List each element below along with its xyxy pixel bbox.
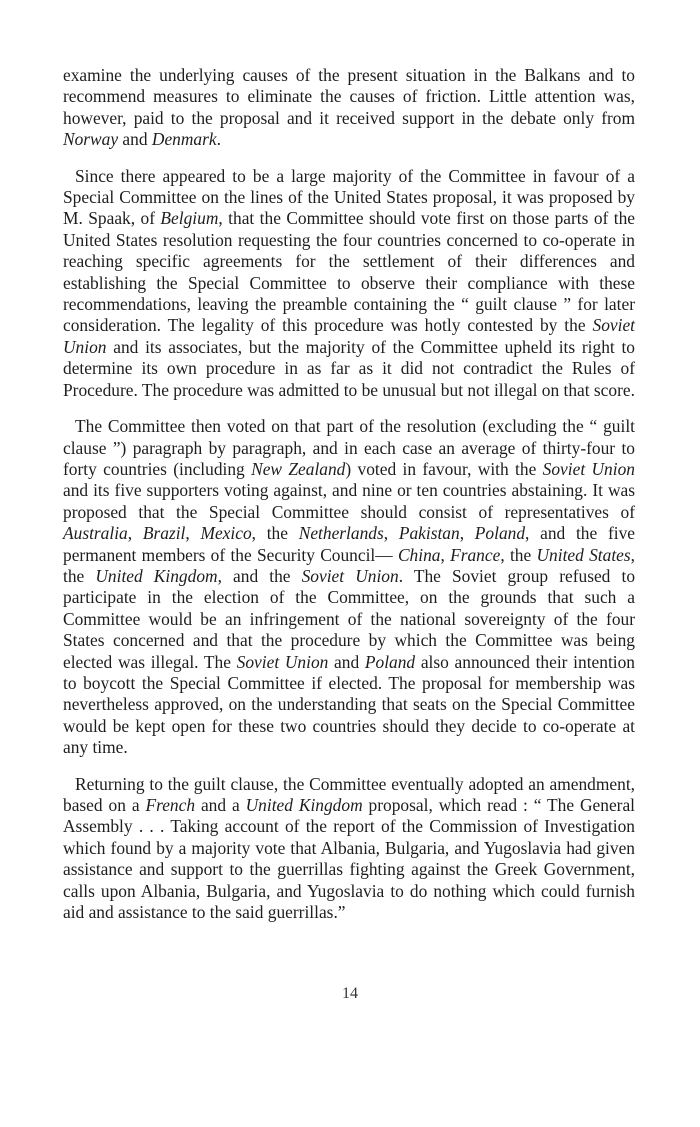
italic-term: Brazil	[142, 523, 186, 544]
italic-term: French	[145, 795, 196, 815]
text-run: Since there appeared to be a large majority of the Committee in favour of a Special Committee on the lines of the United States proposal, it was proposed by M. Spaak, of	[63, 165, 635, 229]
text-run: ,	[459, 523, 475, 544]
italic-term: Pakistan	[398, 523, 460, 544]
text-run: ,	[127, 523, 143, 544]
italic-term: United States	[536, 544, 631, 565]
paragraph-1	[63, 65, 635, 151]
text-run: , the	[251, 523, 299, 544]
text-run: , the	[63, 544, 635, 586]
italic-term: Belgium	[160, 208, 219, 229]
italic-term: Soviet Union	[236, 651, 329, 672]
text-run: ,	[185, 523, 201, 544]
paragraph-3	[63, 416, 635, 759]
text-run: . The Soviet group refused to participate in the election of the Committee, on the grounds that such a Committee would be an infringement of the national sovereignty of the four States concerned and that the procedure by which the Committee was being elected was illegal. The	[63, 565, 636, 672]
text-run: , that the Committee should vote first on those parts of the United States resolution requesting the four countries concerned to co-operate in reaching specific agreements for the settlement of their differences and establishing the Special Committee to observe their compliance with these recommendations, leaving the preamble containing the “ guilt clause ” for later consideration. The legality of this procedure was hotly contested by the	[63, 208, 635, 336]
italic-term: Norway	[63, 129, 119, 150]
text-run: and its associates, but the majority of the Committee upheld its right to determine its own procedure in as far as it did not contradict the Rules of Procedure. The procedure was admitted to be unusual but not illegal on that score.	[63, 336, 635, 400]
italic-term: Denmark	[151, 129, 217, 150]
italic-term: China	[397, 544, 441, 565]
italic-term: France	[450, 544, 501, 565]
italic-term: Soviet Union	[542, 458, 635, 479]
text-run: ) voted in favour, with the	[345, 458, 543, 479]
italic-term: United Kingdom	[245, 795, 363, 815]
text-run: proposal, which read : “ The General Assembly . . . Taking account of the report of the Commission of Investigation which found by a majority vote that Albania, Bulgaria, and Yugoslavia had given assistance and support to the guerrillas fighting against the Greek Government, calls upon Albania, Bulgaria, and Yugoslavia to do nothing which could furnish aid and assistance to the said guerrillas.”	[63, 795, 636, 923]
body-text	[63, 65, 635, 923]
text-run: , the	[500, 544, 537, 565]
italic-term: New Zealand	[251, 458, 346, 479]
italic-term: Soviet Union	[63, 315, 635, 357]
text-run: and a	[195, 795, 246, 815]
text-run: ,	[383, 523, 399, 544]
text-run: and	[118, 129, 152, 150]
text-run: ,	[440, 544, 451, 565]
italic-term: Soviet Union	[301, 565, 399, 586]
text-run: .	[216, 129, 221, 150]
page-number: 14	[342, 985, 358, 1002]
paragraph-4	[63, 774, 635, 924]
text-run: , and the five permanent members of the Security Council—	[63, 523, 635, 565]
text-run: examine the underlying causes of the present situation in the Balkans and to recommend measures to eliminate the causes of friction. Little attention was, however, paid to the proposal and it received support in the debate only from	[63, 65, 635, 128]
italic-term: Netherlands	[298, 523, 384, 544]
text-run: and its five supporters voting against, and nine or ten countries abstaining. It was proposed that the Special Committee should consist of representatives of	[63, 480, 635, 522]
italic-term: Poland	[474, 523, 526, 544]
italic-term: Mexico	[200, 523, 252, 544]
paragraph-2	[63, 166, 635, 401]
text-run: , and the	[217, 565, 302, 586]
text-run: and	[328, 651, 365, 672]
italic-term: United Kingdom	[95, 565, 218, 586]
text-run: Returning to the guilt clause, the Committee eventually adopted an amendment, based on a	[63, 773, 635, 815]
italic-term: Poland	[364, 651, 416, 672]
text-run: The Committee then voted on that part of the resolution (excluding the “ guilt clause ”) paragraph by paragraph, and in each case an average of thirty-four to forty countries (including	[63, 416, 635, 479]
text-run: also announced their intention to boycott the Special Committee if elected. The proposal for membership was nevertheless approved, on the understanding that seats on the Special Committee would be kept open for these two countries should they decide to co-operate at any time.	[63, 651, 635, 758]
italic-term: Australia	[63, 523, 128, 544]
